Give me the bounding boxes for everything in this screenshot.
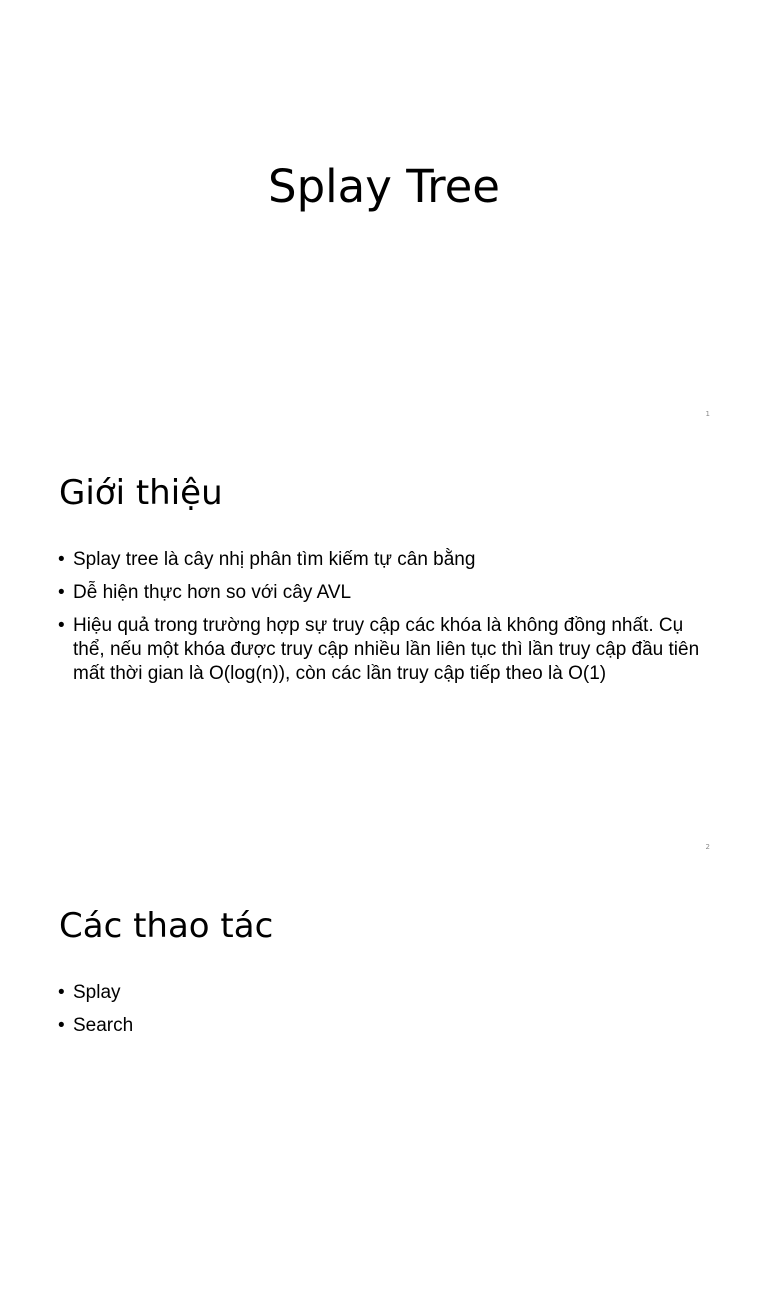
bullet-item <box>58 614 718 686</box>
bullet-icon: • <box>58 582 65 603</box>
slide-1 <box>0 0 768 433</box>
bullet-list <box>58 981 718 1047</box>
bullet-text: Search <box>73 1015 134 1036</box>
bullet-icon: • <box>58 549 65 570</box>
slide-heading: Giới thiệu <box>59 473 223 513</box>
bullet-icon: • <box>58 982 65 1003</box>
bullet-item <box>58 581 718 605</box>
bullet-item <box>58 548 718 572</box>
slide-number: 1 <box>705 410 710 418</box>
bullet-item <box>58 981 718 1005</box>
bullet-item <box>58 1014 718 1038</box>
slide-heading: Các thao tác <box>59 906 274 946</box>
slide-title: Splay Tree <box>268 160 500 213</box>
bullet-text: Hiệu quả trong trường hợp sự truy cập các khóa là không đồng nhất. Cụ thể, nếu một khóa được truy cập nhiều lần liên tục thì lần truy cập đầu tiên mất thời gian là O(log(n)), còn các lần truy cập tiếp theo là O(1) <box>73 615 700 684</box>
bullet-text: Dễ hiện thực hơn so với cây AVL <box>73 582 352 603</box>
bullet-list <box>58 548 718 695</box>
slide-number: 2 <box>705 843 710 851</box>
slide-2 <box>0 433 768 866</box>
bullet-icon: • <box>58 1015 65 1036</box>
bullet-text: Splay tree là cây nhị phân tìm kiếm tự cân bằng <box>73 549 476 570</box>
bullet-icon: • <box>58 615 65 636</box>
bullet-text: Splay <box>73 982 121 1003</box>
slide-3 <box>0 866 768 1299</box>
